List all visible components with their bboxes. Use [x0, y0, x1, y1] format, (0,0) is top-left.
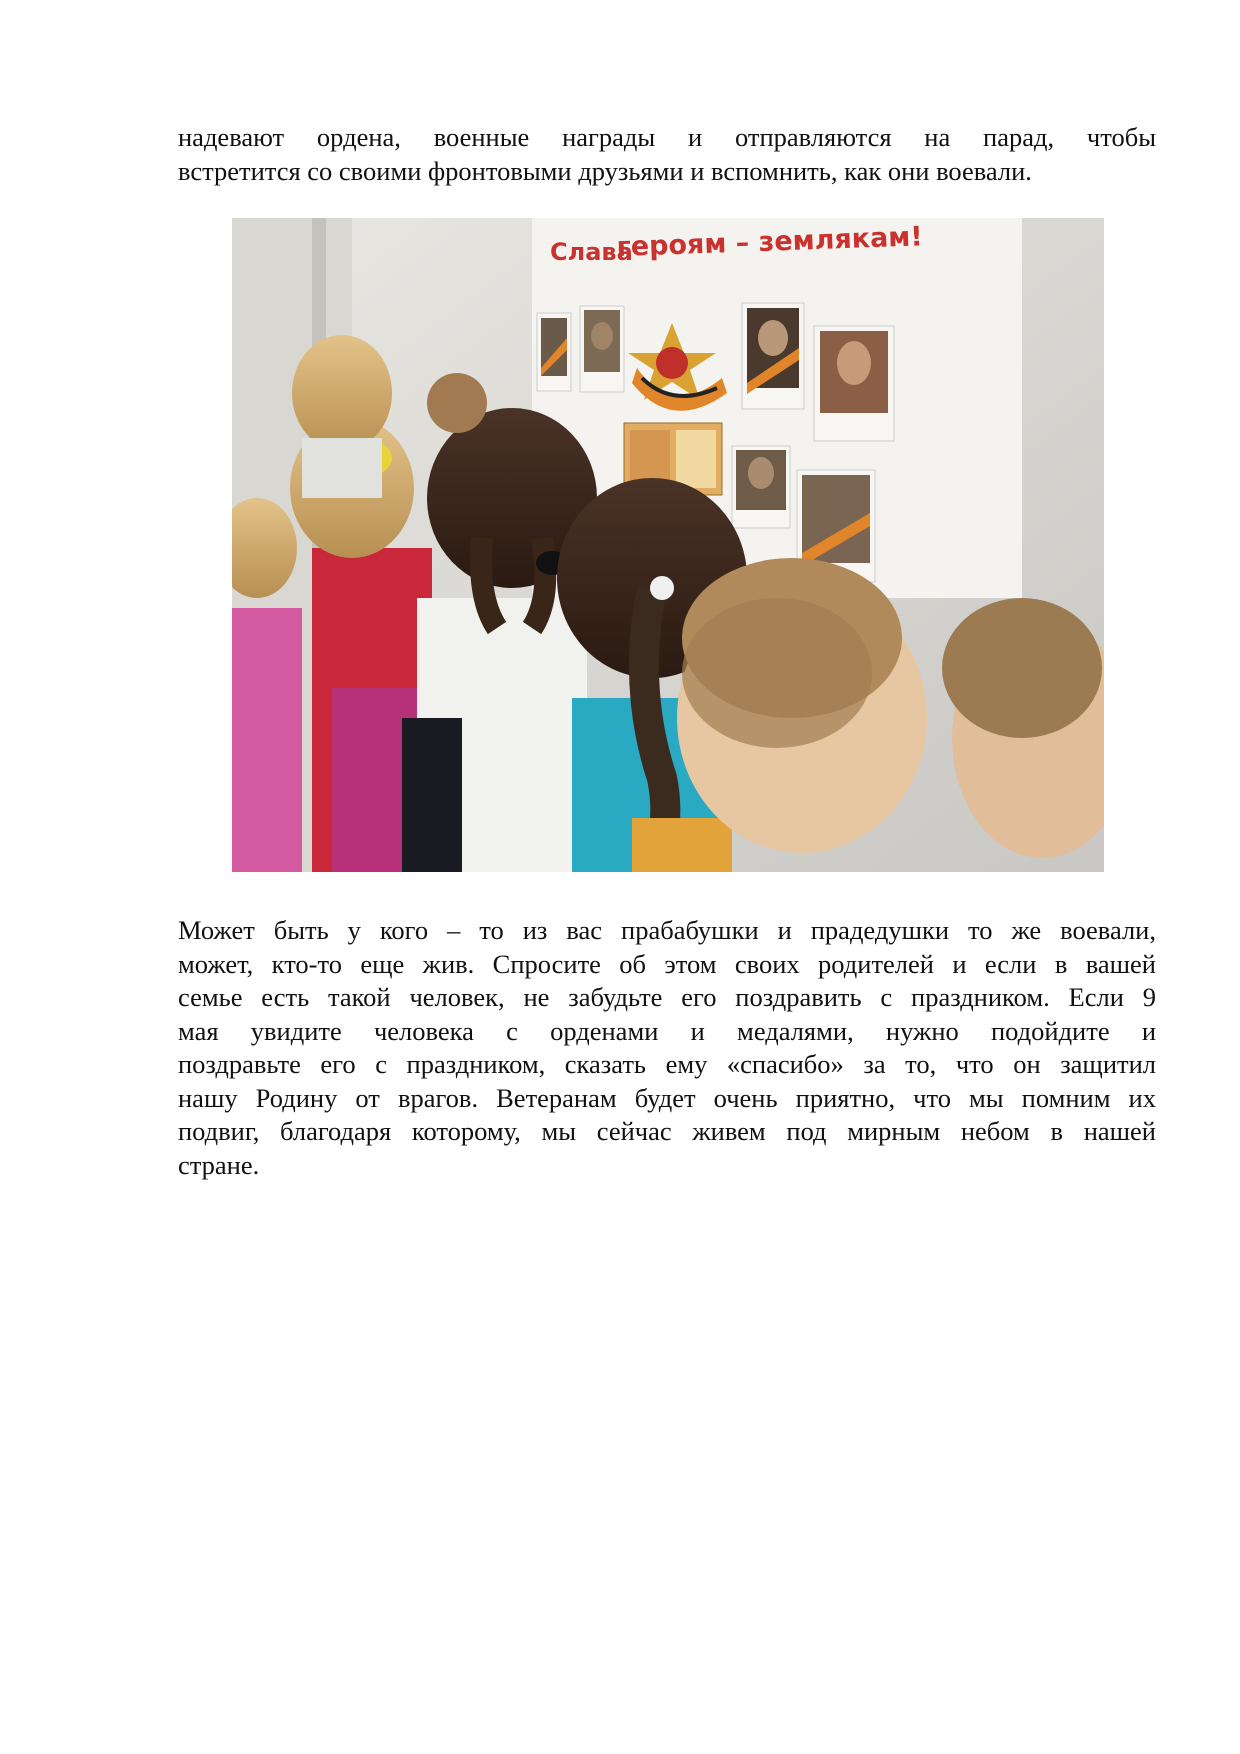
portrait-photo: [742, 303, 804, 409]
portrait-photo: [732, 446, 790, 528]
text-line: подвиг, благодаря которому, мы сейчас живем под мирным небом в нашей: [178, 1116, 1156, 1146]
text-line: мая увидите человека с орденами и медалями, нужно подойдите и: [178, 1015, 1156, 1046]
text-line: Может быть у кого – то из вас прабабушки и прадедушки то же воевали,: [178, 915, 1156, 945]
child-figure: [402, 408, 597, 872]
portrait-photo: [537, 313, 571, 391]
portrait-photo: [580, 306, 624, 392]
banner-text-slava: Слава: [550, 238, 633, 266]
photo-children-at-memorial-stand: [232, 218, 1104, 872]
text-line: стране.: [178, 1149, 260, 1180]
text-line: надевают ордена, военные награды и отправляются на парад, чтобы: [178, 122, 1156, 152]
text-line: встретится со своими фронтовыми друзьями и вспомнить, как они воевали.: [178, 155, 1032, 186]
child-figure: [232, 498, 302, 872]
text-line: может, кто-то еще жив. Спросите об этом своих родителей и если в вашей: [178, 948, 1156, 979]
text-line: семье есть такой человек, не забудьте его поздравить с праздником. Если 9: [178, 982, 1156, 1012]
paragraph-intro: [178, 121, 1156, 188]
child-figure: [427, 373, 487, 433]
banner-text-heroes: героям – землякам!: [616, 221, 924, 263]
portrait-photo: [814, 326, 894, 441]
child-figure: [292, 335, 392, 498]
text-line: нашу Родину от врагов. Ветеранам будет очень приятно, что мы помним их: [178, 1082, 1156, 1113]
paragraph-appeal: [178, 914, 1156, 1182]
text-line: поздравьте его с праздником, сказать ему «спасибо» за то, что он защитил: [178, 1049, 1156, 1079]
